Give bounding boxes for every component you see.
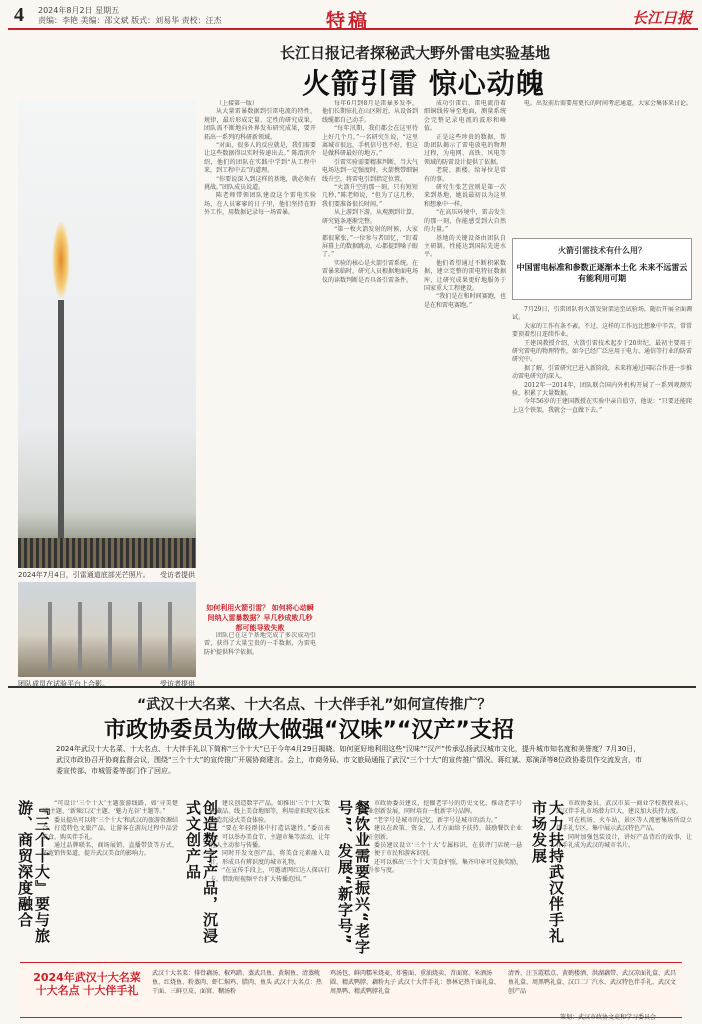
subhead-vertical-4: 大力扶持武汉伴手礼市场发展 [530,800,565,944]
photo2-credit: 受访者提供 [160,680,195,688]
lightning-channel [58,300,64,560]
flagpole [108,602,112,672]
page-footer: 策划：武汉市政协文史和学习委员会 [560,1014,657,1021]
sidebar-box [512,238,692,300]
page-header [8,4,698,30]
section-title: 特稿 [326,10,371,32]
page-number: 4 [14,4,24,26]
story2-column-2: 建议创造数字产品，如推出‘三个十大’数字藏品、线上美食地图等，利用虚拟现实技术打造沉浸式美食体验。 “要在年轻群体中打造话题性。”委员表示，可以举办美食节、主题市集等活动，让年轻人主动参与传播。 同时开发文创产品，将美食元素融入设计，形成具有辨识度的城市礼物。 “在宣传手段上，可邀请网红达人探店打卡，借助短视频平台扩大传播范围。” [210,800,330,883]
story2-kicker: “武汉十大名菜、十大名点、十大伴手礼”如何宣传推广？ [137,697,492,713]
flagpole [138,602,142,672]
photo1-credit: 受访者提供 [160,571,195,579]
story2-column-3: 市政协委员建议，挖掘老字号的历史文化，推动老字号企业创新发展，同时培育一批新字号品牌。 “老字号是城市的记忆，新字号是城市的活力。” 建议在政策、资金、人才方面给予扶持，鼓励餐饮企业守正创新。 委员建议设立‘三个十大’专属标识，在获评门店统一悬挂，便于市民和游客识别。 还可以推出‘三个十大’美食护照，集齐印章可兑换奖励，提升参与度。 [362,800,522,875]
subhead-vertical-1: 『三个十大』要与旅游、商贸深度融合 [16,800,51,944]
subhead-vertical-2: 创造数字产品，沉浸式文创产品 [184,800,219,944]
flagpole [78,602,82,672]
story2-column-4: 市政协委员、武汉市某一商业学校教授表示，武汉伴手礼市场潜力巨大，建议加大扶持力度。 可在机场、火车站、景区等人流密集场所设立伴手礼专区，集中展示武汉特色产品。 同时加强包装设计，讲好产品背后的故事，让伴手礼成为武汉的城市名片。 [556,800,692,850]
subhead-vertical-3: 餐饮业需要振兴“老字号”、发展“新字号” [336,800,371,955]
story1-column-1: （上接第一版） 从大量雷暴数据到引雷电流的特性、规律，最后形成定量、定性的研究成果，团队需不断地向外界发布研究成果，要开拓出一系列的科研新领域。 “对面，很多人的反应就是，我们需要让这些数据得以实时传递出去。” 陈渭滨介绍，他们的团队在实践中学到“从工程中来，到工程中去”的道理。 “你要说深入到这样的基地，就必须有挑战。”团队成员说道。 陈老师带领团队建设这个雷电实验场，在人员寥寥的日子里，他们坚持在野外工作，用数据记录每一场雷暴。 [204,100,316,217]
story1-column-4: 电。出发前后需要用更长的时间考虑通道，大家会集体来讨论。 [524,100,692,107]
sidebar-title: 火箭引雷技术有什么用？ [558,246,646,255]
photo2-caption: 团队成员在试验平台上合影。 [18,680,109,688]
story2-column-1: “可设计‘三个十大’主题旅游线路，如‘寻美楚城’主题、‘新辣江汉’主题、‘魅力光谷’主题等。” 委员提出可以将‘三个十大’和武汉的旅游资源结合，打造特色文旅产品，让游客在游玩过程中品尝美食、购买伴手礼。 通过品牌联名、商场展销、直播带货等方式，拓宽销售渠道，提升武汉美食的影响力。 [42,800,178,858]
story1-column-2: 每年6月到8月是雷暴多发季，他们长期驻扎在山区附近，从设备到线缆都自己动手。 “每年汛期，我们都会在这里待上好几个月，”一名研究生说，“这里离城市很远，手机信号也不好，但这是做科研最好的地方。” 引雷实验需要精准判断，当大气电场达到一定强度时，火箭携带细铜线升空，将雷电引到指定位置。 “火箭升空的那一刻，只有短短几秒，”陈老师说，“但为了这几秒，我们要准备很长时间。” 从上游到下游，从观测到计算，研究链条逐渐完整。 “第一枚火箭发射的时候，大家都很紧张，”一位参与者回忆，“盯着屏幕上的数据跳动，心都提到嗓子眼了。” 实验的核心是火箭引雷系统。在雷暴来临时，研究人员根据地面电场仪的读数判断是否具备引雷条件。 [322,100,418,284]
story1-column-3: 成功引雷后，雷电流沿着细铜线传导至地面，测量系统会完整记录电流的波形和峰值。 正是这些珍贵的数据，帮助团队揭示了雷电放电的物理过程，为电网、高铁、风电等领域的防雷设计提供了依据。 老院、新楼，给导位是常有的事。 研究生张艺萱则是第一次来到基地，她说最初以为这里和想象中一样。 “在高压环境中，雷击发生的那一刻，你能感受到大自然的力量。” 基地的关键设备由团队自主研制，性能达到国际先进水平。 他们希望通过不断积累数据，建立完整的雷电特征数据库，让研究成果更好地服务于国家重大工程建设。 “我们是在和时间赛跑，也是在和雷电赛跑。” [424,100,506,309]
photo1-caption: 2024年7月4日，引雷通道底部光芒照片。 [18,571,150,579]
banner-text-3: 清香、汪玉霞糕点、黄鹤楼酒、洪湖藕带、武汉凉面礼盒、武昌鱼礼盒、周黑鸭礼盒、汉口二厂汽水、武汉特色伴手礼、武汉文创产品 [508,970,677,995]
food-list-banner [20,962,682,1018]
story2-lead: 2024年武汉十大名菜、十大名点、十大伴手礼以下简称“三个十大”已于今年4月29日揭晓。如何更好地利用这些“汉味”“汉产”传承弘扬武汉城市文化，提升城市知名度和美誉度？7月30日，武汉市政协召开协商监督会议，围绕“三个十大”的宣传推广开展协商建言。会上，市商务局、市文旅局通报了武汉“三个十大”的宣传推广情况。蒋红斌、郑演泽等8位政协委员作交流发言，市委宣传部、市城管委等部门作了回应。 [56,745,642,775]
flagpole [48,602,52,672]
flagpole [168,602,172,672]
story2-headline: 市政协委员为做大做强“汉味”“汉产”支招 [104,718,514,743]
story1-column-1b: 团队已在这个基地完成了多次成功引雷，获得了大量宝贵的一手数据，为雷电防护提供科学依据。 [204,632,316,656]
photo-foreground [18,538,196,568]
sidebar-subtitle: 中国雷电标准和参数正逐渐本土化 未来不远雷云有能利用可期 [516,263,688,283]
banner-text-2: 鸡汤包、鲜肉糯米烧麦、炸酱面、重油烧卖、苕面窝、米酒汤圆、精武鸭脖、藕粉丸子 武汉十大伴手礼：蔡林记热干面礼盒、周黑鸭、精武鸭脖礼盒 [330,970,500,995]
page-meta: 2024年8月2日 星期五 责编：李艳 美编：邵文斌 版式：刘易华 责校：汪杰 [38,6,222,25]
rocket-lightning-photo [18,100,196,568]
story1-headline: 火箭引雷 惊心动魄 [302,67,545,100]
story1-subhead: 如何利用火箭引雷？ 如何将心动瞬间纳入雷暴数据？早几秒成败几秒都可能导致失败 [206,604,314,632]
story1-kicker: 长江日报记者探秘武大野外雷电实验基地 [280,44,551,62]
banner-title: 2024年武汉十大名菜 十大名点 十大伴手礼 [33,971,141,997]
masthead-logo: 长江日报 [631,9,692,27]
lightning-glow [52,220,70,300]
team-photo [18,582,196,677]
story1-column-5: 7月29日，引雷团队将火箭发射架运至试验场，随后开展全面调试。 大家的工作有条不紊。不过，这样的工作远比想象中辛苦，常常要顶着烈日连续作业。 王建国教授介绍，火箭引雷技术起步于20世纪，最初主要用于研究雷电的物理特性，如今已经广泛应用于电力、通信等行业的防雷研究中。 据了解，引雷研究已进入新阶段，未来将通过国际合作进一步推动雷电研究的深入。 2012年一2014年，团队联合国内外机构开展了一系列观测实验，积累了大量数据。 今年56岁的王建国教授在实验中亲自值守，他说：“只要还能爬上这个铁架，我就会一直做下去。” [512,306,692,414]
banner-text-1: 武汉十大名菜：排骨藕汤、椒鸡踏、蒸武昌鱼、黄焖鱼、清蒸鱿鱼、红烧鱼、粉蒸肉、虾仁焖鸡、腊肉、鱼头 武汉十大名点：热干面、三鲜豆皮、面窝、糊汤粉 [152,970,322,995]
